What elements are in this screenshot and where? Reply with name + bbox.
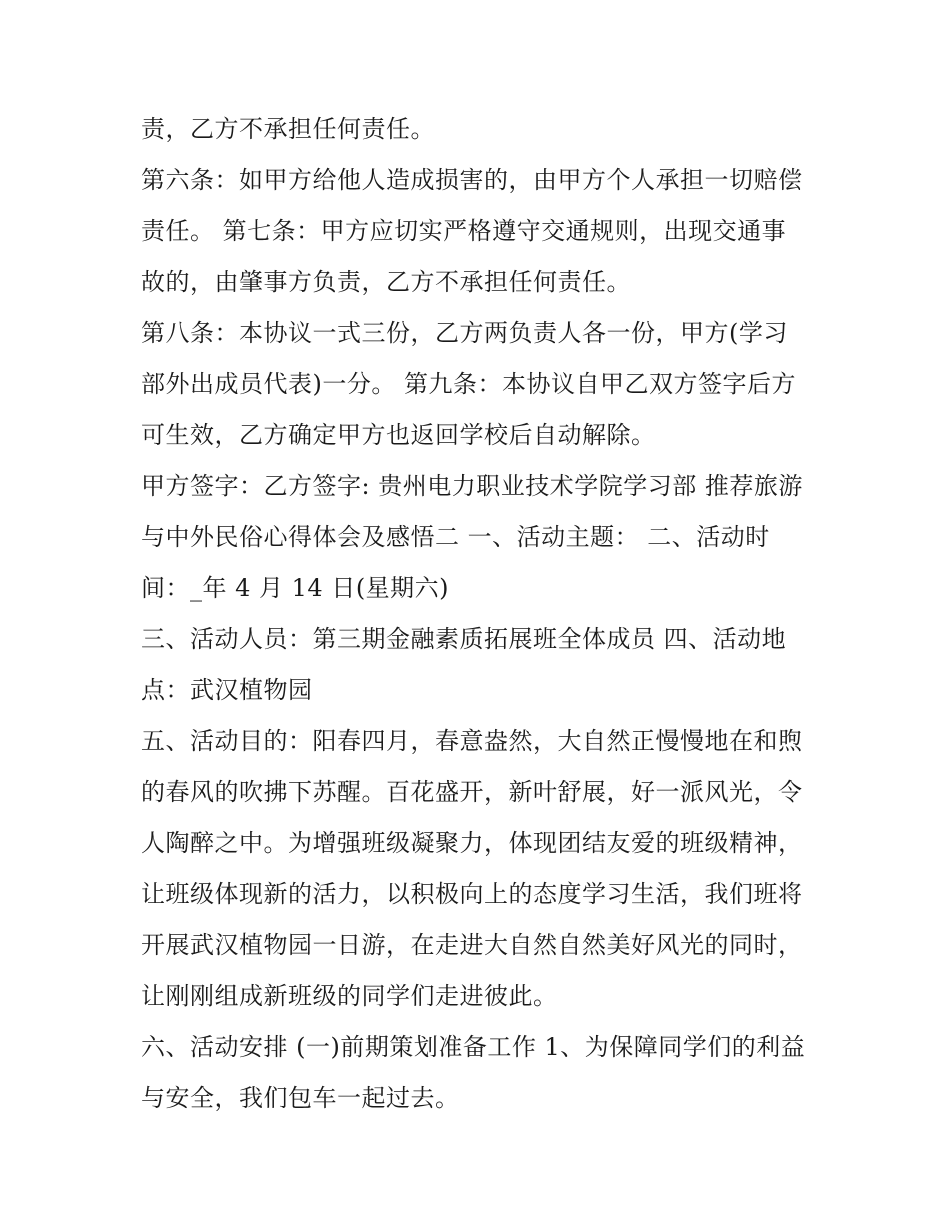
text-line: 五、活动目的：阳春四月，春意盎然，大自然正慢慢地在和煦: [141, 727, 803, 755]
text-line: 可生效，乙方确定甲方也返回学校后自动解除。: [141, 421, 656, 449]
text-line: 甲方签字：乙方签字: 贵州电力职业技术学院学习部 推荐旅游: [141, 472, 803, 500]
text-line: 间：_年 4 月 14 日(星期六): [141, 574, 450, 602]
text-line: 三、活动人员：第三期金融素质拓展班全体成员 四、活动地: [141, 625, 787, 653]
text-line: 部外出成员代表)一分。 第九条：本协议自甲乙双方签字后方: [141, 370, 796, 398]
text-line: 与安全，我们包车一起过去。: [141, 1084, 460, 1112]
text-line: 让班级体现新的活力，以积极向上的态度学习生活，我们班将: [141, 880, 803, 908]
text-line: 点：武汉植物园: [141, 676, 313, 704]
text-line: 人陶醉之中。为增强班级凝聚力，体现团结友爱的班级精神，: [141, 829, 803, 857]
text-line: 故的，由肇事方负责，乙方不承担任何责任。: [141, 268, 631, 296]
text-line: 的春风的吹拂下苏醒。百花盛开，新叶舒展，好一派风光，令: [141, 778, 803, 806]
text-line: 让刚刚组成新班级的同学们走进彼此。: [141, 982, 558, 1010]
text-line: 责，乙方不承担任何责任。: [141, 115, 435, 143]
text-line: 与中外民俗心得体会及感悟二 一、活动主题： 二、活动时: [141, 523, 770, 551]
text-line: 第八条：本协议一式三份，乙方两负责人各一份，甲方(学习: [141, 319, 788, 347]
document-body: [141, 104, 821, 1124]
text-line: 责任。 第七条：甲方应切实严格遵守交通规则，出现交通事: [141, 217, 787, 245]
text-line: 开展武汉植物园一日游，在走进大自然自然美好风光的同时，: [141, 931, 803, 959]
text-line: 六、活动安排 (一)前期策划准备工作 1、为保障同学们的利益: [141, 1033, 806, 1061]
text-line: 第六条：如甲方给他人造成损害的，由甲方个人承担一切赔偿: [141, 166, 803, 194]
